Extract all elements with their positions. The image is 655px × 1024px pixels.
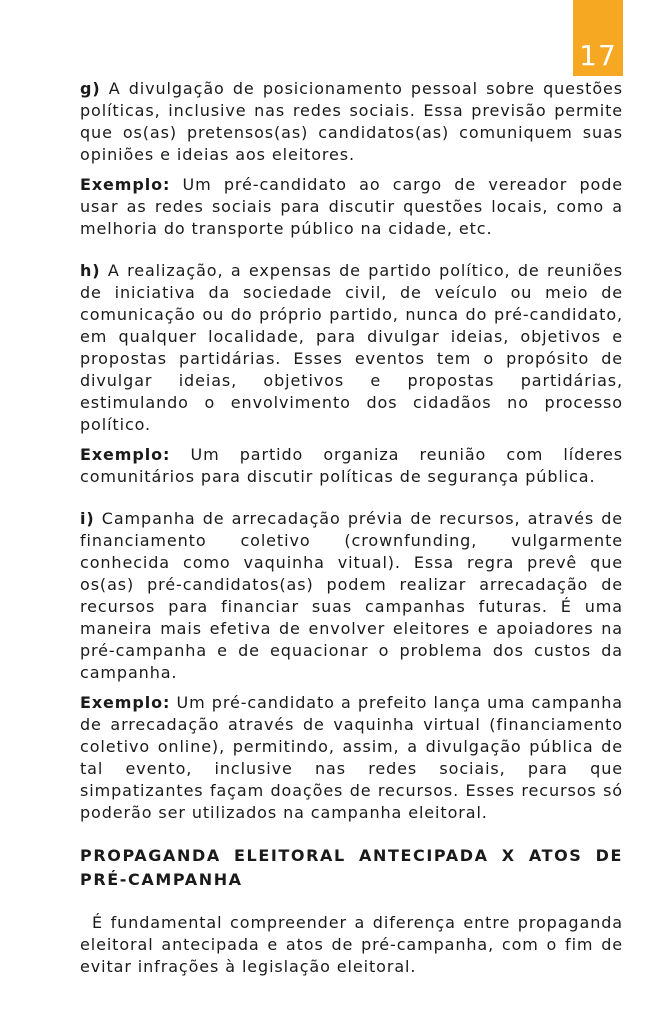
item-i-example-label: Exemplo: xyxy=(80,693,171,712)
page-number-tab xyxy=(573,0,623,76)
item-g-label: g) xyxy=(80,79,101,98)
item-i-example xyxy=(80,692,623,824)
item-i-text: Campanha de arrecadação prévia de recursos, através de financiamento coletivo (crownfunding, vulgarmente conhecida como vaquinha vitual). Essa regra prevê que os(as) pré-candidatos(as) podem realizar arrecadação de recursos para financiar suas campanhas futuras. É uma maneira mais efetiva de envolver eleitores e apoiadores na pré-campanha e de equacionar o problema dos custos da campanha. xyxy=(80,509,623,682)
page-number: 17 xyxy=(579,39,617,72)
item-g-example xyxy=(80,174,623,240)
item-h-label: h) xyxy=(80,261,101,280)
page-content xyxy=(80,78,623,978)
item-i-example-text: Um pré-candidato a prefeito lança uma campanha de arrecadação através de vaquinha virtual (financiamento coletivo online), permitindo, assim, a divulgação pública de tal evento, inclusive nas redes sociais, para que simpatizantes façam doações de recursos. Esses recursos só poderão ser utilizados na campanha eleitoral. xyxy=(80,693,623,822)
section-heading: PROPAGANDA ELEITORAL ANTECIPADA X ATOS DE PRÉ-CAMPANHA xyxy=(80,846,623,889)
item-h-example-label: Exemplo: xyxy=(80,445,171,464)
item-i-paragraph xyxy=(80,508,623,684)
item-h-text: A realização, a expensas de partido político, de reuniões de iniciativa da sociedade civil, de veículo ou meio de comunicação ou do próprio partido, nunca do pré-candidato, em qualquer localidade, para divulgar ideias, objetivos e propostas partidárias. Esses eventos tem o propósito de divulgar ideias, objetivos e propostas partidárias, estimulando o envolvimento dos cidadãos no processo político. xyxy=(80,261,623,434)
item-g-example-text: Um pré-candidato ao cargo de vereador pode usar as redes sociais para discutir questões locais, como a melhoria do transporte público na cidade, etc. xyxy=(80,175,623,238)
item-h-example xyxy=(80,444,623,488)
item-g-text: A divulgação de posicionamento pessoal sobre questões políticas, inclusive nas redes sociais. Essa previsão permite que os(as) pretensos(as) candidatos(as) comuniquem suas opiniões e ideias aos eleitores. xyxy=(80,79,623,164)
item-h-example-text: Um partido organiza reunião com líderes comunitários para discutir políticas de segurança pública. xyxy=(80,445,623,486)
item-h-paragraph xyxy=(80,260,623,436)
item-g-paragraph xyxy=(80,78,623,166)
item-g-example-label: Exemplo: xyxy=(80,175,171,194)
intro-paragraph: É fundamental compreender a diferença entre propaganda eleitoral antecipada e atos de pré-campanha, com o fim de evitar infrações à legislação eleitoral. xyxy=(80,913,623,976)
item-i-label: i) xyxy=(80,509,95,528)
